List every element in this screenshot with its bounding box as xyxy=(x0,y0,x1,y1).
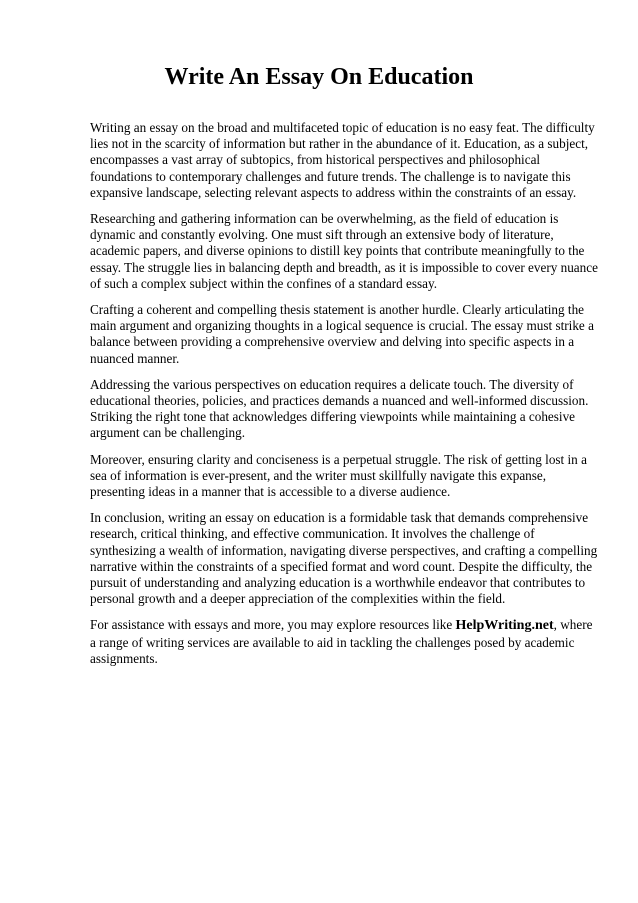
paragraph-perspectives: Addressing the various perspectives on education requires a delicate touch. The diversity of educational theories, policies, and practices demands a nuanced and well-informed discussion. Striking the right tone that acknowledges differing viewpoints while maintaining a cohesive argument can be challenging. xyxy=(90,376,589,441)
paragraph-research: Researching and gathering information can be overwhelming, as the field of education is dynamic and constantly evolving. One must sift through an extensive body of literature, academic papers, and diverse opinions to distill key points that contribute meaningfully to the essay. The struggle lies in balancing depth and breadth, as it is impossible to cover every nuance of such a complex subject within the confines of a standard essay. xyxy=(90,211,598,291)
document-title: Write An Essay On Education xyxy=(164,64,474,90)
brand-link[interactable]: HelpWriting.net xyxy=(455,618,554,634)
paragraph-intro: Writing an essay on the broad and multifaceted topic of education is no easy feat. The difficulty lies not in the scarcity of information but rather in the abundance of it. Education, as a subject, encompasses a vast array of subtopics, from historical perspectives and philosophical foundations to contemporary challenges and future trends. The challenge is to navigate this expansive landscape, selecting relevant aspects to address within the constraints of an essay. xyxy=(90,120,595,200)
paragraph-closing xyxy=(90,617,600,667)
document-body xyxy=(90,120,600,677)
paragraph-thesis: Crafting a coherent and compelling thesis statement is another hurdle. Clearly articulating the main argument and organizing thoughts in a logical sequence is crucial. The essay must strike a balance between providing a comprehensive overview and delving into specific aspects in a nuanced manner. xyxy=(90,302,594,366)
paragraph-conclusion: In conclusion, writing an essay on education is a formidable task that demands comprehensive research, critical thinking, and effective communication. It involves the challenge of synthesizing a wealth of information, navigating diverse perspectives, and crafting a compelling narrative within the constraints of a specified format and word count. Despite the difficulty, the pursuit of understanding and analyzing education is a worthwhile endeavor that contributes to personal growth and a deeper appreciation of the complexities within the field. xyxy=(90,510,598,607)
closing-text-before: For assistance with essays and more, you may explore resources like xyxy=(90,617,456,633)
paragraph-clarity: Moreover, ensuring clarity and conciseness is a perpetual struggle. The risk of getting lost in a sea of information is ever-present, and the writer must skillfully navigate this expanse, presenting ideas in a manner that is accessible to a diverse audience. xyxy=(90,451,587,500)
closing-text-after: , where a range of writing services are available to aid in tackling the challenges posed by academic assignments. xyxy=(90,617,593,666)
